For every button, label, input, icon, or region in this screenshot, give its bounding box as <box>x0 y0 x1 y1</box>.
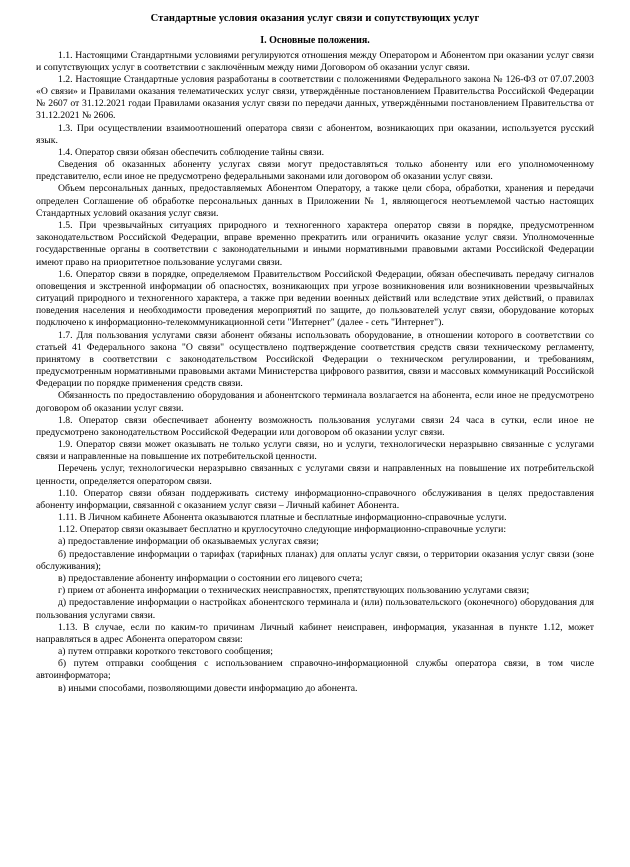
paragraph-1-8: 1.8. Оператор связи обеспечивает абоненту возможность пользования услугами связи 24 часа в сутки, если иное не предусмотрено законодательством Российской Федерации или договором об оказании услуг связи. <box>36 414 594 438</box>
paragraph-1-7: 1.7. Для пользования услугами связи абонент обязаны использовать оборудование, в отношении которого в соответствии со статьей 41 Федерального закона "О связи" осуществлено подтверждение соответствия средств связи техническому регламенту, принятому в соответствии с законодательством Российской Федерации о техническом регулировании, и требованиям, предусмотренным нормативными правовыми актами Министерства цифрового развития, связи и массовых коммуникаций Российской Федерации по порядке применения средств связи. <box>36 329 594 390</box>
paragraph-1-13-v: в) иными способами, позволяющими довести информацию до абонента. <box>58 682 358 694</box>
paragraph-1-9: 1.9. Оператор связи может оказывать не только услуги связи, но и услуги, технологически неразрывно связанные с услугами связи и направленные на повышение их потребительской ценности. <box>36 439 594 463</box>
section-heading: I. Основные положения. <box>260 34 370 46</box>
document-title: Стандартные условия оказания услуг связи и сопутствующих услуг <box>150 13 480 24</box>
paragraph-1-3: 1.3. При осуществлении взаимоотношений оператора связи с абонентом, возникающих при оказании, используется русский язык. <box>36 122 594 146</box>
paragraph-1-5: 1.5. При чрезвычайных ситуациях природного и техногенного характера оператор связи в порядке, предусмотренном законодательством Российской Федерации, вправе временно прекратить или ограничить оказание услуг связи. Уполномоченные государственные органы в соответствии с законодательными и иными нормативными правовыми актами Российской Федерации имеют право на приоритетное пользование услугами связи. <box>36 220 594 268</box>
paragraph-1-10: 1.10. Оператор связи обязан поддерживать систему информационно-справочного обслуживания в целях предоставления абоненту информации, связанной с оказанием услуг связи – Личный кабинет Абонента. <box>36 487 594 511</box>
paragraph-1-13: 1.13. В случае, если по каким-то причинам Личный кабинет неисправен, информация, указанная в пункте 1.12, может направляться в адрес Абонента оператором связи: <box>36 621 594 645</box>
paragraph-personal-data: Объем персональных данных, предоставляемых Абонентом Оператору, а также цели сбора, обработки, хранения и передачи определен Соглашение об обработке персональных данных в Приложении № 1, являющегося неотъемлемой частью настоящих Стандартных условий оказания услуг связи. <box>36 183 594 219</box>
paragraph-1-2: 1.2. Настоящие Стандартные условия разработаны в соответствии с положениями Федерального закона № 126-ФЗ от 07.07.2003 «О связи» и Правилами оказания телематических услуг связи, утверждённые постановлением Правительства Российской Федерации № 2607 от 31.12.2021 годаи Правилами оказания услуг связи по передачи данных, утверждёнными постановлением Правительства от 31.12.2021 № 2606. <box>36 73 594 122</box>
paragraph-1-1: 1.1. Настоящими Стандартными условиями регулируются отношения между Оператором и Абонентом при оказании услуг связи и сопутствующих услуг в соответствии с заключённым между ними Договором об оказании услуг связи. <box>36 49 594 73</box>
paragraph-1-13-a: а) путем отправки короткого текстового сообщения; <box>58 646 273 658</box>
paragraph-1-4: 1.4. Оператор связи обязан обеспечить соблюдение тайны связи. <box>58 146 325 158</box>
paragraph-1-12-b: б) предоставление информации о тарифах (тарифных планах) для оплаты услуг связи, о территории оказания услуг связи (зоне обслуживания); <box>36 548 594 572</box>
paragraph-1-12-g: г) прием от абонента информации о технических неисправностях, препятствующих пользованию услугами связи; <box>58 585 530 597</box>
paragraph-1-11: 1.11. В Личном кабинете Абонента оказываются платные и бесплатные информационно-справочные услуги. <box>58 512 507 524</box>
paragraph-equipment-duty: Обязанность по предоставлению оборудования и абонентского терминала возлагается на абонента, если иное не предусмотрено договором об оказании услуг связи. <box>36 390 594 414</box>
paragraph-secrecy-info: Сведения об оказанных абоненту услугах связи могут предоставляться только абоненту или его уполномоченному представителю, если иное не предусмотрено федеральными законами или договором об оказании услуг связи. <box>36 159 594 183</box>
paragraph-1-12: 1.12. Оператор связи оказывает бесплатно и круглосуточно следующие информационно-справочные услуги: <box>58 524 507 536</box>
paragraph-1-12-v: в) предоставление абоненту информации о состоянии его лицевого счета; <box>58 572 363 584</box>
paragraph-1-6: 1.6. Оператор связи в порядке, определяемом Правительством Российской Федерации, обязан обеспечивать передачу сигналов оповещения и экстренной информации об опасностях, возникающих при угрозе возникновения или возникновении чрезвычайных ситуаций природного и техногенного характера, а также при ведении военных действий или вследствие этих действий, о правилах поведения населения и необходимости проведения мероприятий по защите, до пользователей услуг связи, оборудование которых подключено к информационно-телекоммуникационной сети "Интернет" (далее - сеть "Интернет"). <box>36 268 594 329</box>
paragraph-services-list: Перечень услуг, технологически неразрывно связанных с услугами связи и направленных на повышение их потребительской ценности, определяется оператором связи. <box>36 463 594 487</box>
paragraph-1-12-d: д) предоставление информации о настройках абонентского терминала и (или) пользовательского (оконечного) оборудования для пользования услугами связи. <box>36 597 594 621</box>
paragraph-1-12-a: а) предоставление информации об оказываемых услугах связи; <box>58 536 319 548</box>
paragraph-1-13-b: б) путем отправки сообщения с использованием справочно-информационной службы оператора связи, в том числе автоинформатора; <box>36 658 594 682</box>
